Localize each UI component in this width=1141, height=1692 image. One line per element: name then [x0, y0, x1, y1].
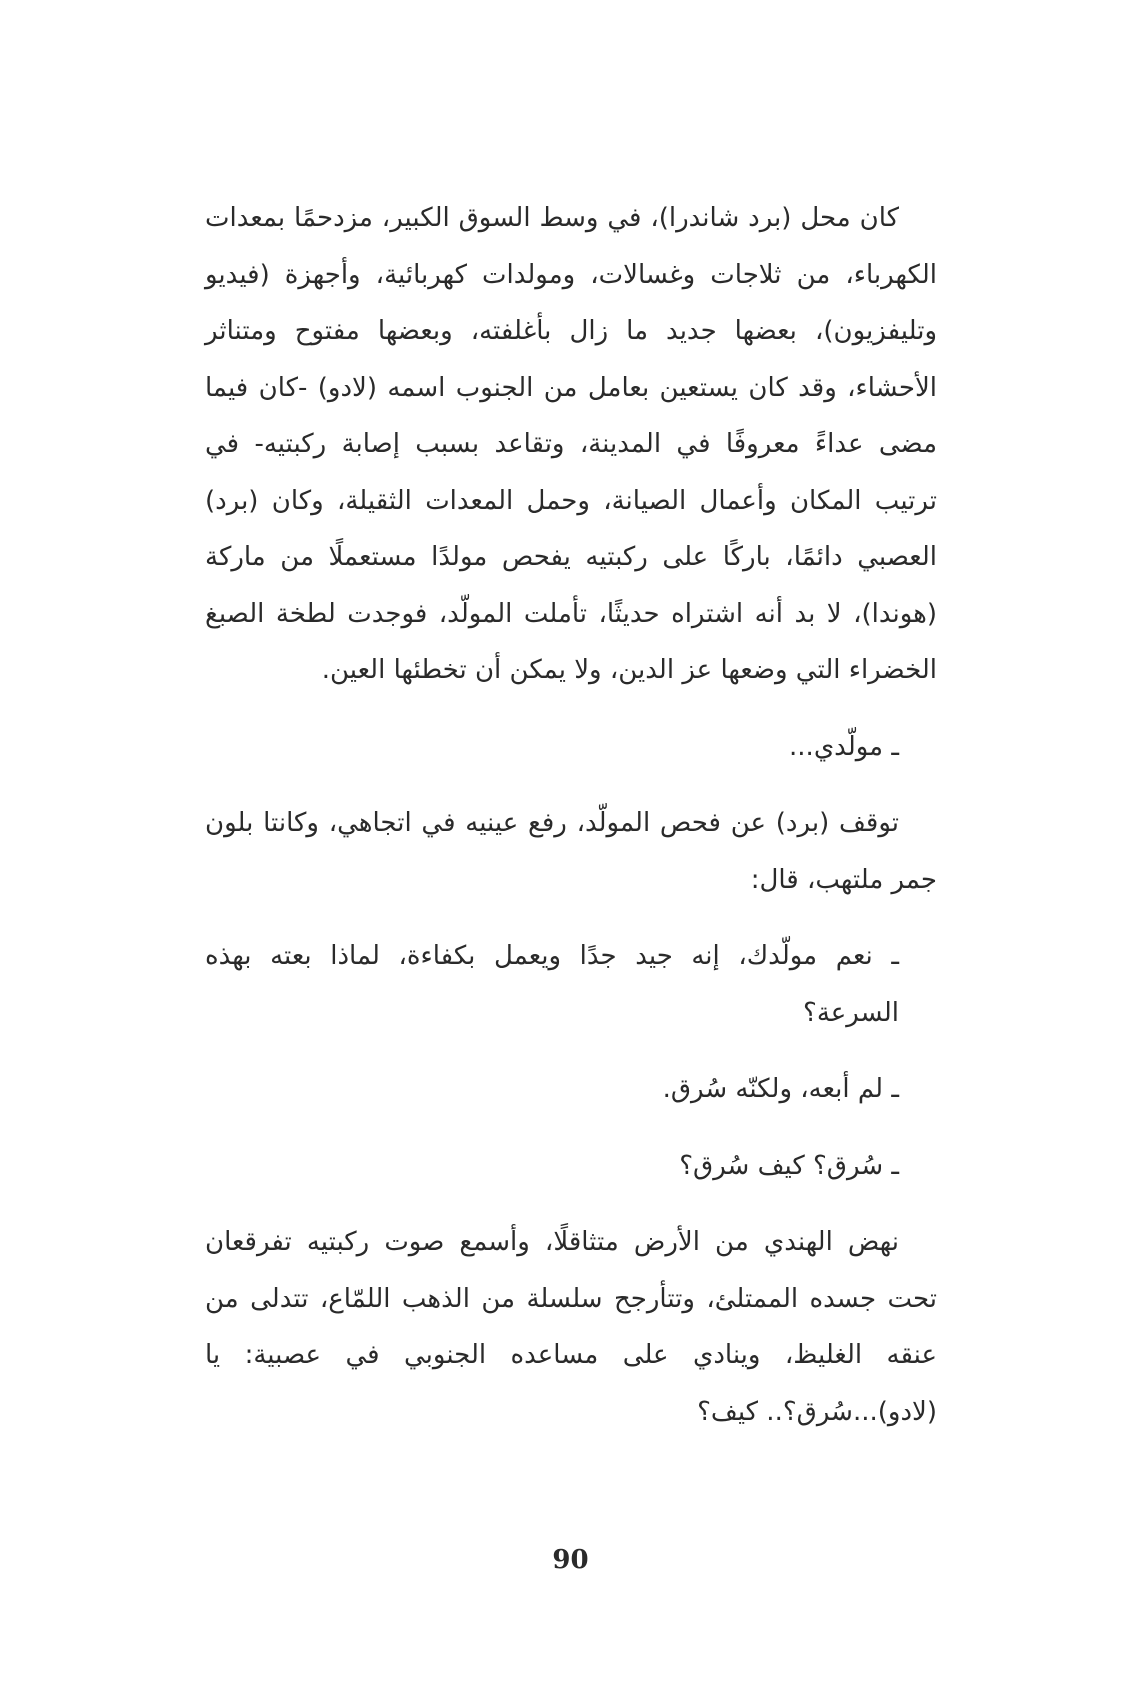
dialogue-line-1: ـ مولّدي...	[789, 731, 899, 762]
paragraph-1: كان محل (برد شاندرا)، في وسط السوق الكبير، مزدحمًا بمعدات الكهرباء، من ثلاجات وغسالات، ومولدات كهربائية، وأجهزة (فيديو وتليفزيون)، بعضها جديد ما زال بأغلفته، وبعضها مفتوح ومتناثر الأحشاء، وقد كان يستعين بعامل من الجنوب اسمه (لادو) -كان فيما مضى عداءً معروفًا في المدينة، وتقاعد بسبب إصابة ركبتيه- في ترتيب المكان وأعمال الصيانة، وحمل المعدات الثقيلة، وكان (برد) العصبي دائمًا، باركًا على ركبتيه يفحص مولدًا مستعملًا من ماركة (هوندا)، لا بد أنه اشتراه حديثًا، تأملت المولّد، فوجدت لطخة الصبغ الخضراء التي وضعها عز الدين، ولا يمكن أن تخطئها العين.	[205, 203, 937, 685]
page-number: 90	[552, 1545, 589, 1575]
dialogue-line-3: ـ لم أبعه، ولكنّه سُرق.	[662, 1074, 899, 1104]
paragraph-3: نهض الهندي من الأرض متثاقلًا، وأسمع صوت ركبتيه تفرقعان تحت جسده الممتلئ، وتتأرجح سلسلة من الذهب اللمّاع، تتدلى من عنقه الغليظ، وينادي على مساعده الجنوبي في عصبية: يا (لادو)...سُرق؟.. كيف؟	[205, 1227, 937, 1427]
dialogue-line-2: ـ نعم مولّدك، إنه جيد جدًا ويعمل بكفاءة، لماذا بعته بهذه السرعة؟	[205, 941, 899, 1028]
paragraph-2: توقف (برد) عن فحص المولّد، رفع عينيه في اتجاهي، وكانتا بلون جمر ملتهب، قال:	[205, 808, 937, 895]
dialogue-line-4: ـ سُرق؟ كيف سُرق؟	[679, 1150, 899, 1181]
body-text	[205, 190, 937, 1440]
